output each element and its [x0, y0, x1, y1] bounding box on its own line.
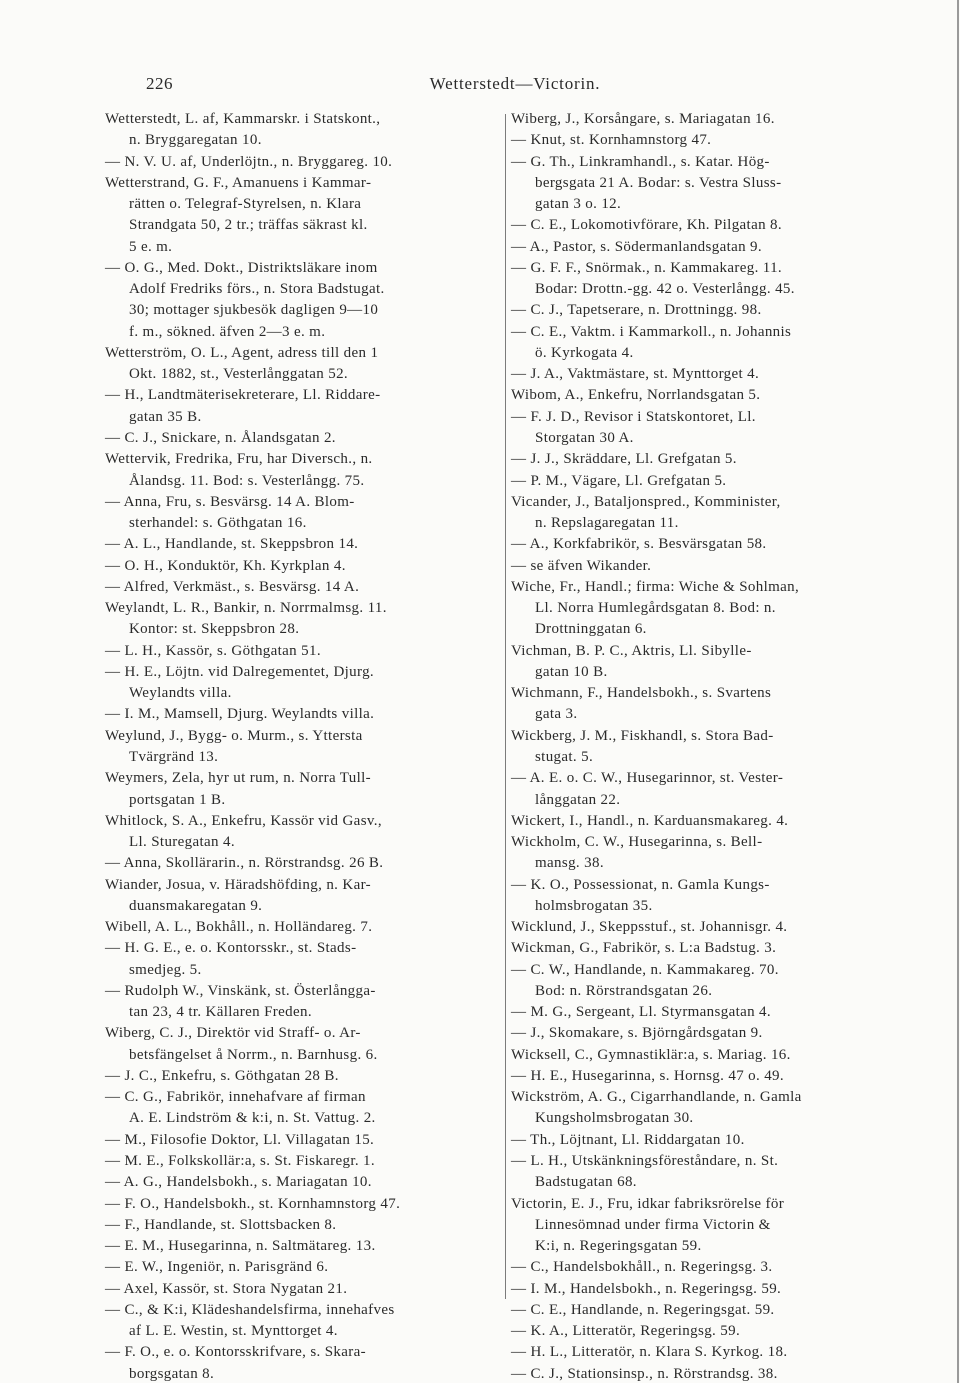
directory-line: — C., Handelsbokhåll., n. Regeringsg. 3.: [511, 1259, 773, 1276]
directory-line: — G. Th., Linkramhandl., s. Katar. Hög-: [511, 153, 770, 170]
directory-line: 30; mottager sjukbesök dagligen 9—10: [129, 302, 379, 319]
directory-line: — A. G., Handelsbokh., s. Mariagatan 10.: [105, 1174, 372, 1191]
column-divider: [505, 114, 506, 1299]
directory-line: Whitlock, S. A., Enkefru, Kassör vid Gasv.,: [105, 812, 382, 829]
directory-line: Strandgata 50, 2 tr.; träffas säkrast kl.: [129, 217, 368, 234]
directory-line: — J. J., Skräddare, Ll. Grefgatan 5.: [511, 451, 737, 468]
directory-line: Adolf Fredriks förs., n. Stora Badstugat.: [129, 281, 385, 298]
directory-line: rätten o. Telegraf-Styrelsen, n. Klara: [129, 196, 362, 213]
directory-line: portsgatan 1 B.: [129, 791, 226, 808]
directory-line: — C. E., Vaktm. i Kammarkoll., n. Johannis: [511, 323, 792, 340]
directory-line: Drottninggatan 6.: [535, 621, 647, 638]
directory-line: gatan 10 B.: [535, 663, 608, 680]
directory-line: — Alfred, Verkmäst., s. Besvärsg. 14 A.: [105, 578, 360, 595]
directory-line: Wiberg, J., Korsångare, s. Mariagatan 16.: [511, 111, 775, 127]
directory-line: A. E. Lindström & k:i, n. St. Vattug. 2.: [129, 1110, 376, 1127]
directory-line: 5 e. m.: [129, 238, 173, 255]
directory-line: — Axel, Kassör, st. Stora Nygatan 21.: [105, 1280, 348, 1297]
directory-line: — E. W., Ingeniör, n. Parisgränd 6.: [105, 1259, 329, 1276]
directory-line: — H. L., Litteratör, n. Klara S. Kyrkog. 18.: [511, 1344, 788, 1361]
directory-line: — H. E., Löjtn. vid Dalregementet, Djurg.: [105, 663, 375, 680]
directory-line: gatan 3 o. 12.: [535, 196, 622, 213]
directory-line: — Rudolph W., Vinskänk, st. Österlångga-: [105, 982, 376, 999]
directory-line: — C., & K:i, Klädeshandelsfirma, innehafves: [105, 1301, 395, 1318]
directory-line: — L. H., Utskänkningsföreståndare, n. St.: [511, 1153, 779, 1170]
directory-line: ö. Kyrkogata 4.: [535, 344, 634, 361]
directory-line: — G. F. F., Snörmak., n. Kammakareg. 11.: [511, 259, 783, 276]
directory-line: Wickman, G., Fabrikör, s. L:a Badstug. 3.: [511, 940, 777, 957]
directory-line: sterhandel: s. Göthgatan 16.: [129, 515, 307, 532]
directory-line: — F. O., e. o. Kontorsskrifvare, s. Skara-: [105, 1344, 366, 1361]
directory-line: — H. G. E., e. o. Kontorsskr., st. Stads-: [105, 940, 357, 957]
page-edge: [957, 0, 959, 1383]
directory-line: duansmakaregatan 9.: [129, 897, 263, 914]
directory-line: Okt. 1882, st., Vesterlånggatan 52.: [129, 366, 349, 383]
directory-line: Victorin, E. J., Fru, idkar fabriksrörelse för: [511, 1195, 785, 1212]
directory-line: — H., Landtmäterisekreterare, Ll. Riddare-: [105, 387, 381, 404]
directory-line: n. Bryggaregatan 10.: [129, 132, 262, 149]
directory-line: — J. A., Vaktmästare, st. Mynttorget 4.: [511, 366, 760, 383]
directory-line: — C. E., Handlande, n. Regeringsgat. 59.: [511, 1301, 775, 1318]
directory-line: Wetterstedt, L. af, Kammarskr. i Statskont.,: [105, 111, 381, 127]
directory-line: — K. A., Litteratör, Regeringsg. 59.: [511, 1323, 741, 1340]
directory-line: Wibom, A., Enkefru, Norrlandsgatan 5.: [511, 387, 761, 404]
directory-line: — C. E., Lokomotivförare, Kh. Pilgatan 8.: [511, 217, 782, 234]
directory-line: — A. L., Handlande, st. Skeppsbron 14.: [105, 536, 359, 553]
directory-line: — Anna, Fru, s. Besvärsg. 14 A. Blom-: [105, 493, 355, 510]
directory-line: — M. G., Sergeant, Ll. Styrmansgatan 4.: [511, 1004, 772, 1021]
directory-line: Wickert, I., Handl., n. Karduansmakareg. 4.: [511, 812, 789, 829]
directory-line: — F. O., Handelsbokh., st. Kornhamnstorg 47.: [105, 1195, 401, 1212]
directory-line: K:i, n. Regeringsgatan 59.: [535, 1238, 702, 1255]
directory-line: mansg. 38.: [535, 855, 604, 872]
directory-line: Bod: n. Rörstrandsgatan 26.: [535, 982, 713, 999]
directory-line: — se äfven Wikander.: [511, 557, 652, 574]
directory-line: Weylund, J., Bygg- o. Murm., s. Yttersta: [105, 727, 363, 744]
directory-line: Wiander, Josua, v. Häradshöfding, n. Kar-: [105, 876, 371, 893]
directory-line: Wetterstrand, G. F., Amanuens i Kammar-: [105, 174, 372, 191]
directory-line: Wibell, A. L., Bokhåll., n. Holländareg. 7.: [105, 919, 373, 936]
directory-line: — N. V. U. af, Underlöjtn., n. Bryggareg. 10.: [105, 153, 393, 170]
page-number: 226: [146, 74, 173, 93]
directory-line: Vicander, J., Bataljonspred., Komminister,: [511, 493, 781, 510]
directory-line: Ll. Sturegatan 4.: [129, 834, 235, 851]
directory-line: Linnesömnad under firma Victorin &: [535, 1216, 771, 1233]
directory-line: Kungsholmsbrogatan 30.: [535, 1110, 694, 1127]
directory-line: — Knut, st. Kornhamnstorg 47.: [511, 132, 712, 149]
running-head: Wetterstedt—Victorin.: [429, 74, 601, 93]
directory-line: Wickström, A. G., Cigarrhandlande, n. Gamla: [511, 1089, 802, 1106]
directory-line: gata 3.: [535, 706, 578, 723]
directory-line: — E. M., Husegarinna, n. Saltmätareg. 13.: [105, 1238, 376, 1255]
directory-line: Weymers, Zela, hyr ut rum, n. Norra Tull-: [105, 770, 372, 787]
directory-line: Badstugatan 68.: [535, 1174, 637, 1191]
directory-line: Wickholm, C. W., Husegarinna, s. Bell-: [511, 834, 763, 851]
directory-line: Wicklund, J., Skeppsstuf., st. Johannisgr. 4.: [511, 919, 788, 936]
directory-line: af L. E. Westin, st. Mynttorget 4.: [129, 1323, 338, 1340]
directory-line: — Anna, Skollärarin., n. Rörstrandsg. 26 B.: [105, 855, 384, 872]
directory-line: — A. E. o. C. W., Husegarinnor, st. Vester-: [511, 770, 784, 787]
left-column: [105, 109, 505, 1383]
directory-line: — F. J. D., Revisor i Statskontoret, Ll.: [511, 408, 756, 425]
directory-line: — C. J., Tapetserare, n. Drottningg. 98.: [511, 302, 762, 319]
directory-line: smedjeg. 5.: [129, 961, 202, 978]
directory-line: n. Repslagaregatan 11.: [535, 515, 679, 532]
directory-line: — C. G., Fabrikör, innehafvare af firman: [105, 1089, 366, 1106]
directory-line: Ll. Norra Humlegårdsgatan 8. Bod: n.: [535, 600, 776, 617]
directory-line: Storgatan 30 A.: [535, 429, 634, 446]
directory-line: holmsbrogatan 35.: [535, 897, 653, 914]
directory-line: långgatan 22.: [535, 791, 621, 808]
directory-line: Vichman, B. P. C., Aktris, Ll. Sibylle-: [511, 642, 752, 659]
directory-line: — A., Pastor, s. Södermanlandsgatan 9.: [511, 238, 763, 255]
directory-line: — H. E., Husegarinna, s. Hornsg. 47 o. 49.: [511, 1067, 785, 1084]
directory-line: betsfängelset å Norrm., n. Barnhusg. 6.: [129, 1046, 378, 1063]
directory-line: — I. M., Mamsell, Djurg. Weylandts villa.: [105, 706, 375, 723]
directory-line: — O. G., Med. Dokt., Distriktsläkare inom: [105, 259, 378, 276]
directory-line: — K. O., Possessionat, n. Gamla Kungs-: [511, 876, 770, 893]
directory-line: Wickberg, J. M., Fiskhandl, s. Stora Bad-: [511, 727, 774, 744]
directory-line: stugat. 5.: [535, 748, 594, 765]
directory-line: — J. C., Enkefru, s. Göthgatan 28 B.: [105, 1067, 339, 1084]
right-column: [511, 109, 946, 1383]
directory-line: Bodar: Drottn.-gg. 42 o. Vesterlångg. 45.: [535, 281, 795, 298]
directory-line: — J., Skomakare, s. Björngårdsgatan 9.: [511, 1025, 763, 1042]
directory-line: — Th., Löjtnant, Ll. Riddargatan 10.: [511, 1131, 745, 1148]
directory-line: bergsgata 21 A. Bodar: s. Vestra Sluss-: [535, 174, 782, 191]
directory-line: gatan 35 B.: [129, 408, 202, 425]
directory-line: Kontor: st. Skeppsbron 28.: [129, 621, 300, 638]
directory-line: Wiberg, C. J., Direktör vid Straff- o. Ar-: [105, 1025, 361, 1042]
directory-line: — F., Handlande, st. Slottsbacken 8.: [105, 1216, 337, 1233]
directory-line: Ålandsg. 11. Bod: s. Vesterlångg. 75.: [129, 472, 365, 489]
directory-line: — I. M., Handelsbokh., n. Regeringsg. 59.: [511, 1280, 782, 1297]
directory-line: Tvärgränd 13.: [129, 748, 219, 765]
directory-line: — A., Korkfabrikör, s. Besvärsgatan 58.: [511, 536, 767, 553]
directory-line: — C. J., Snickare, n. Ålandsgatan 2.: [105, 429, 336, 446]
directory-line: — L. H., Kassör, s. Göthgatan 51.: [105, 642, 321, 659]
directory-line: — M. E., Folkskollär:a, s. St. Fiskaregr. 1.: [105, 1153, 375, 1170]
directory-line: — C. J., Stationsinsp., n. Rörstrandsg. 38.: [511, 1365, 778, 1382]
directory-line: — C. W., Handlande, n. Kammakareg. 70.: [511, 961, 779, 978]
directory-line: Weylandts villa.: [129, 685, 232, 702]
directory-line: — P. M., Vägare, Ll. Grefgatan 5.: [511, 472, 727, 489]
directory-line: tan 23, 4 tr. Källaren Freden.: [129, 1004, 312, 1021]
directory-line: — M., Filosofie Doktor, Ll. Villagatan 15.: [105, 1131, 375, 1148]
directory-line: Weylandt, L. R., Bankir, n. Norrmalmsg. 11.: [105, 600, 387, 617]
directory-line: Wiche, Fr., Handl.; firma: Wiche & Sohlman,: [511, 578, 800, 595]
directory-line: f. m., sökned. äfven 2—3 e. m.: [129, 323, 326, 340]
directory-line: Wicksell, C., Gymnastiklär:a, s. Mariag. 16.: [511, 1046, 791, 1063]
directory-line: — O. H., Konduktör, Kh. Kyrkplan 4.: [105, 557, 346, 574]
directory-line: Wetterström, O. L., Agent, adress till den 1: [105, 344, 379, 361]
directory-line: Wichmann, F., Handelsbokh., s. Svartens: [511, 685, 772, 702]
directory-line: borgsgatan 8.: [129, 1365, 215, 1382]
directory-line: Wettervik, Fredrika, Fru, har Diversch., n.: [105, 451, 373, 468]
